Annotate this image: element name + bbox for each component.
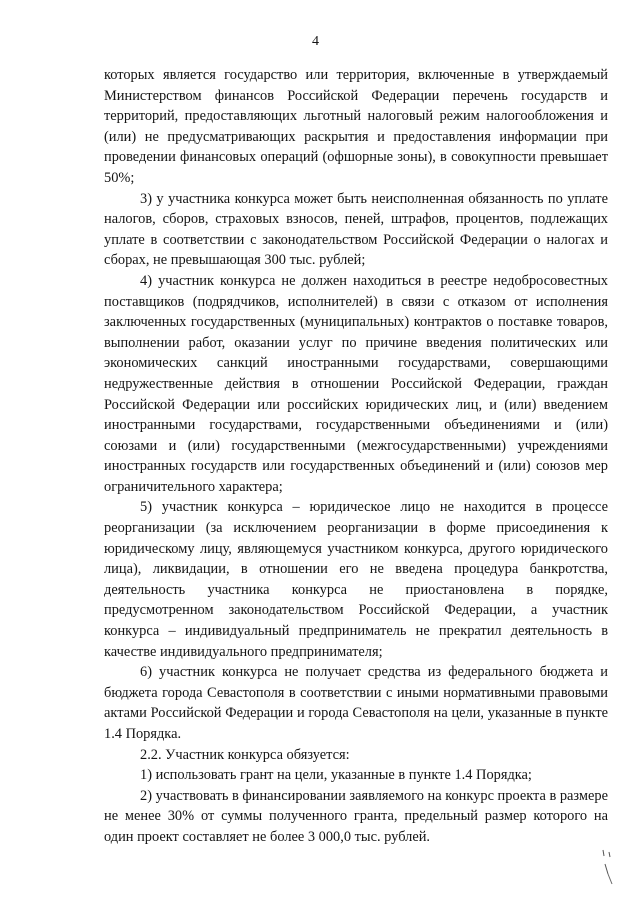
- margin-mark: [603, 850, 604, 856]
- paragraph-item-4-unfair-suppliers: 4) участник конкурса не должен находиться в реестре недобросовестных поставщиков (подрядчиков, исполнителей) в связи с отказом от исполнения заключенных государственных (муниципальных) контрактов о поставке товаров, выполнении работ, оказании услуг по причине введения политических или экономических санкций иностранными государствами, совершающими недружественные действия в отношении Российской Федерации, граждан Российской Федерации или российских юридических лиц, и (или) введением иностранными государствами, государственными объединениями и (или) союзами и (или) государственными (межгосударственными) учреждениями иностранных государств или государственных объединений и (или) союзов мер ограничительного характера;: [104, 272, 608, 495]
- paragraph-offshore-continuation: которых является государство или территория, включенные в утверждаемый Министерством финансов Российской Федерации перечень государств и территорий, предоставляющих льготный налоговый режим налогообложения и (или) не предусматривающих раскрытия и предоставления информации при проведении финансовых операций (офшорные зоны), в совокупности превышает 50%;: [104, 67, 608, 186]
- paragraph-item-3-tax-debt: 3) у участника конкурса может быть неисполненная обязанность по уплате налогов, сборов, страховых взносов, пеней, штрафов, процентов, подлежащих уплате в соответствии с законодательством Российской Федерации о налогах и сборах, не превышающая 300 тыс. рублей;: [104, 190, 608, 269]
- margin-mark: [609, 852, 610, 857]
- paragraph-obligation-2: 2) участвовать в финансировании заявляемого на конкурс проекта в размере не менее 30% от суммы полученного гранта, предельный размер которого на один проект составляет не более 3 000,0 тыс. рублей.: [104, 787, 608, 845]
- scan-margin-marks: [598, 848, 616, 888]
- document-body: [104, 65, 608, 848]
- paragraph-section-2-2-heading: 2.2. Участник конкурса обязуется:: [140, 746, 350, 763]
- paragraph-obligation-1: 1) использовать грант на цели, указанные в пункте 1.4 Порядка;: [140, 767, 532, 784]
- margin-mark: [608, 874, 612, 884]
- paragraph-item-5-reorganization: 5) участник конкурса – юридическое лицо не находится в процессе реорганизации (за исключением реорганизации в форме присоединения к юридическому лицу, являющемуся участником конкурса, другого юридического лица), ликвидации, в отношении его не введена процедура банкротства, деятельность участника конкурса не приостановлена в порядке, предусмотренном законодательством Российской Федерации, а участник конкурса – индивидуальный предприниматель не прекратил деятельность в качестве индивидуального предпринимателя;: [104, 499, 608, 660]
- paragraph-item-6-budget-funds: 6) участник конкурса не получает средства из федерального бюджета и бюджета города Севастополя в соответствии с иными нормативными правовыми актами Российской Федерации и города Севастополя на цели, указанные в пункте 1.4 Порядка.: [104, 664, 608, 742]
- margin-mark: [605, 864, 608, 874]
- page-number: 4: [312, 34, 319, 49]
